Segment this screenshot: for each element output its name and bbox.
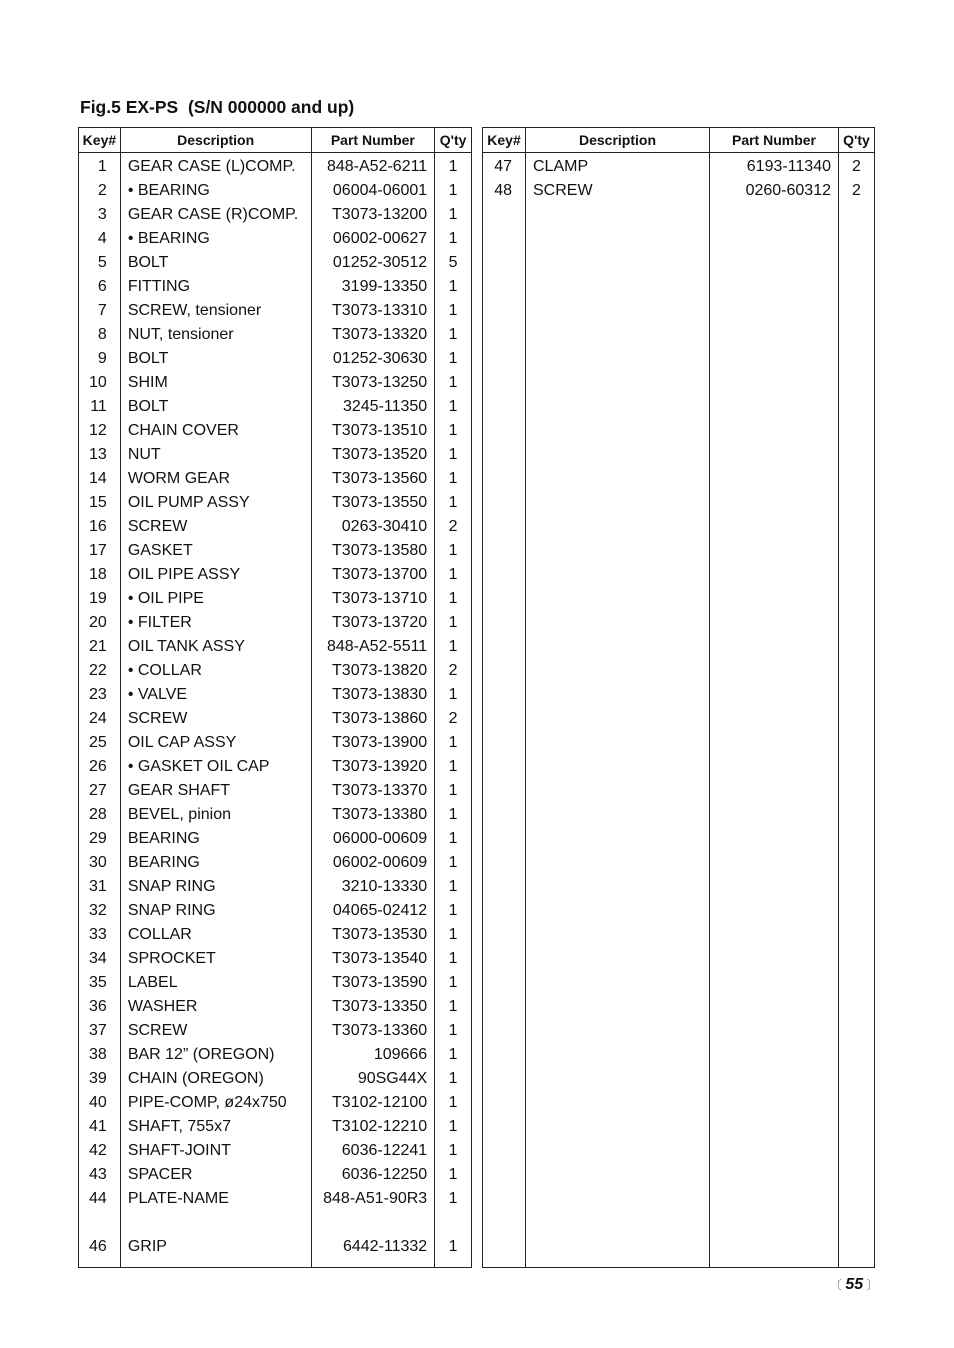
key-cell: 19 bbox=[79, 587, 121, 611]
part-number-cell: 6036-12250 bbox=[311, 1163, 435, 1187]
key-cell: 21 bbox=[79, 635, 121, 659]
qty-cell: 1 bbox=[435, 299, 472, 323]
table-row bbox=[79, 971, 472, 995]
part-number-cell: 0263-30410 bbox=[311, 515, 435, 539]
description-cell: • BEARING bbox=[120, 227, 311, 251]
table-row bbox=[79, 179, 472, 203]
description-cell: GEAR SHAFT bbox=[120, 779, 311, 803]
key-cell: 10 bbox=[79, 371, 121, 395]
description-cell: SPACER bbox=[120, 1163, 311, 1187]
table-row bbox=[79, 227, 472, 251]
table-row bbox=[79, 995, 472, 1019]
header-qty: Q'ty bbox=[435, 128, 472, 153]
key-cell: 26 bbox=[79, 755, 121, 779]
table-row bbox=[79, 827, 472, 851]
key-cell: 46 bbox=[79, 1235, 121, 1259]
description-cell: • BEARING bbox=[120, 179, 311, 203]
qty-cell: 1 bbox=[435, 179, 472, 203]
header-part-number: Part Number bbox=[710, 128, 839, 153]
description-cell: GEAR CASE (L)COMP. bbox=[120, 153, 311, 180]
key-cell: 35 bbox=[79, 971, 121, 995]
table-row bbox=[79, 779, 472, 803]
part-number-cell: 3199-13350 bbox=[311, 275, 435, 299]
qty-cell: 1 bbox=[435, 227, 472, 251]
key-cell: 34 bbox=[79, 947, 121, 971]
qty-cell: 5 bbox=[435, 251, 472, 275]
key-cell: 8 bbox=[79, 323, 121, 347]
qty-cell: 1 bbox=[435, 1019, 472, 1043]
table-row bbox=[79, 275, 472, 299]
table-row bbox=[79, 1187, 472, 1211]
part-number-cell: 6036-12241 bbox=[311, 1139, 435, 1163]
part-number-cell: 0260-60312 bbox=[710, 179, 839, 203]
key-cell: 42 bbox=[79, 1139, 121, 1163]
key-cell: 6 bbox=[79, 275, 121, 299]
key-cell: 43 bbox=[79, 1163, 121, 1187]
table-row bbox=[79, 1211, 472, 1235]
qty-cell: 1 bbox=[435, 827, 472, 851]
qty-cell: 1 bbox=[435, 947, 472, 971]
description-cell: LABEL bbox=[120, 971, 311, 995]
qty-cell: 1 bbox=[435, 539, 472, 563]
key-cell: 22 bbox=[79, 659, 121, 683]
qty-cell: 1 bbox=[435, 635, 472, 659]
table-row bbox=[79, 947, 472, 971]
table-row bbox=[79, 467, 472, 491]
part-number-cell: T3073-13700 bbox=[311, 563, 435, 587]
description-cell: NUT bbox=[120, 443, 311, 467]
part-number-cell: T3073-13370 bbox=[311, 779, 435, 803]
description-cell: • FILTER bbox=[120, 611, 311, 635]
description-cell: FITTING bbox=[120, 275, 311, 299]
key-cell: 14 bbox=[79, 467, 121, 491]
key-cell: 15 bbox=[79, 491, 121, 515]
key-cell: 48 bbox=[483, 179, 526, 203]
table-row bbox=[79, 1139, 472, 1163]
part-number-cell: T3073-13580 bbox=[311, 539, 435, 563]
qty-cell: 1 bbox=[435, 971, 472, 995]
header-description: Description bbox=[120, 128, 311, 153]
part-number-cell: T3073-13250 bbox=[311, 371, 435, 395]
empty-cell bbox=[311, 1259, 435, 1268]
part-number-cell: 04065-02412 bbox=[311, 899, 435, 923]
key-cell: 11 bbox=[79, 395, 121, 419]
part-number-cell: 848-A51-90R3 bbox=[311, 1187, 435, 1211]
qty-cell: 1 bbox=[435, 803, 472, 827]
description-cell: PIPE-COMP, ø24x750 bbox=[120, 1091, 311, 1115]
description-cell: OIL PIPE ASSY bbox=[120, 563, 311, 587]
part-number-cell: 848-A52-5511 bbox=[311, 635, 435, 659]
description-cell: GEAR CASE (R)COMP. bbox=[120, 203, 311, 227]
qty-cell: 1 bbox=[435, 1067, 472, 1091]
description-cell: SHAFT-JOINT bbox=[120, 1139, 311, 1163]
description-cell: OIL CAP ASSY bbox=[120, 731, 311, 755]
qty-cell: 1 bbox=[435, 275, 472, 299]
key-cell: 17 bbox=[79, 539, 121, 563]
key-cell: 12 bbox=[79, 419, 121, 443]
header-key: Key# bbox=[483, 128, 526, 153]
description-cell: SCREW bbox=[120, 707, 311, 731]
part-number-cell: 06002-00627 bbox=[311, 227, 435, 251]
qty-cell: 2 bbox=[435, 515, 472, 539]
key-cell: 32 bbox=[79, 899, 121, 923]
table-row bbox=[79, 395, 472, 419]
qty-cell: 1 bbox=[435, 153, 472, 180]
description-cell: SHAFT, 755x7 bbox=[120, 1115, 311, 1139]
description-cell: BEVEL, pinion bbox=[120, 803, 311, 827]
table-row bbox=[79, 635, 472, 659]
header-qty: Q'ty bbox=[839, 128, 875, 153]
part-number-cell: T3073-13590 bbox=[311, 971, 435, 995]
qty-cell: 1 bbox=[435, 467, 472, 491]
table-row bbox=[79, 251, 472, 275]
qty-cell: 1 bbox=[435, 611, 472, 635]
part-number-cell: T3073-13900 bbox=[311, 731, 435, 755]
part-number-cell: T3073-13200 bbox=[311, 203, 435, 227]
qty-cell: 1 bbox=[435, 779, 472, 803]
qty-cell: 1 bbox=[435, 203, 472, 227]
qty-cell: 1 bbox=[435, 995, 472, 1019]
qty-cell: 1 bbox=[435, 1235, 472, 1259]
qty-cell: 1 bbox=[435, 323, 472, 347]
parts-table-left bbox=[78, 127, 472, 1268]
table-row bbox=[79, 515, 472, 539]
empty-cell bbox=[120, 1259, 311, 1268]
table-row bbox=[79, 1235, 472, 1259]
table-row bbox=[79, 371, 472, 395]
description-cell: SCREW bbox=[120, 515, 311, 539]
key-cell: 16 bbox=[79, 515, 121, 539]
qty-cell: 1 bbox=[435, 491, 472, 515]
description-cell: • OIL PIPE bbox=[120, 587, 311, 611]
part-number-cell: T3073-13540 bbox=[311, 947, 435, 971]
description-cell: SCREW bbox=[526, 179, 710, 203]
part-number-cell: T3073-13920 bbox=[311, 755, 435, 779]
key-cell: 25 bbox=[79, 731, 121, 755]
qty-cell: 1 bbox=[435, 683, 472, 707]
table-row bbox=[79, 731, 472, 755]
key-cell: 3 bbox=[79, 203, 121, 227]
description-cell: PLATE-NAME bbox=[120, 1187, 311, 1211]
table-row bbox=[79, 659, 472, 683]
key-cell: 28 bbox=[79, 803, 121, 827]
description-cell: WASHER bbox=[120, 995, 311, 1019]
part-number-cell: 848-A52-6211 bbox=[311, 153, 435, 180]
key-cell: 20 bbox=[79, 611, 121, 635]
part-number-cell: T3073-13520 bbox=[311, 443, 435, 467]
key-cell: 4 bbox=[79, 227, 121, 251]
key-cell: 38 bbox=[79, 1043, 121, 1067]
qty-cell: 1 bbox=[435, 371, 472, 395]
description-cell: BOLT bbox=[120, 251, 311, 275]
part-number-cell: T3102-12100 bbox=[311, 1091, 435, 1115]
qty-cell bbox=[435, 1211, 472, 1235]
description-cell: • GASKET OIL CAP bbox=[120, 755, 311, 779]
table-row bbox=[79, 587, 472, 611]
table-row bbox=[79, 1091, 472, 1115]
table-row bbox=[79, 323, 472, 347]
figure-title: Fig.5 EX-PS (S/N 000000 and up) bbox=[80, 97, 355, 117]
part-number-cell: 06000-00609 bbox=[311, 827, 435, 851]
qty-cell: 1 bbox=[435, 875, 472, 899]
part-number-cell: T3073-13530 bbox=[311, 923, 435, 947]
description-cell: SCREW, tensioner bbox=[120, 299, 311, 323]
qty-cell: 1 bbox=[435, 395, 472, 419]
part-number-cell: 01252-30630 bbox=[311, 347, 435, 371]
key-cell: 37 bbox=[79, 1019, 121, 1043]
table-row bbox=[79, 203, 472, 227]
qty-cell: 1 bbox=[435, 587, 472, 611]
table-row bbox=[79, 707, 472, 731]
description-cell: CHAIN COVER bbox=[120, 419, 311, 443]
qty-cell: 1 bbox=[435, 563, 472, 587]
description-cell: SNAP RING bbox=[120, 875, 311, 899]
table-header-row bbox=[79, 128, 472, 153]
part-number-cell: 3210-13330 bbox=[311, 875, 435, 899]
key-cell: 1 bbox=[79, 153, 121, 180]
key-cell: 47 bbox=[483, 153, 526, 180]
header-part-number: Part Number bbox=[311, 128, 435, 153]
key-cell: 5 bbox=[79, 251, 121, 275]
table-row bbox=[79, 347, 472, 371]
header-description: Description bbox=[526, 128, 710, 153]
qty-cell: 1 bbox=[435, 1115, 472, 1139]
description-cell: GASKET bbox=[120, 539, 311, 563]
key-cell: 36 bbox=[79, 995, 121, 1019]
key-cell: 7 bbox=[79, 299, 121, 323]
part-number-cell: T3073-13710 bbox=[311, 587, 435, 611]
description-cell: SCREW bbox=[120, 1019, 311, 1043]
qty-cell: 1 bbox=[435, 1139, 472, 1163]
table-row bbox=[79, 803, 472, 827]
qty-cell: 1 bbox=[435, 1043, 472, 1067]
key-cell: 41 bbox=[79, 1115, 121, 1139]
description-cell: • COLLAR bbox=[120, 659, 311, 683]
description-cell: SHIM bbox=[120, 371, 311, 395]
part-number-cell: T3073-13720 bbox=[311, 611, 435, 635]
qty-cell: 1 bbox=[435, 731, 472, 755]
part-number-cell: T3073-13560 bbox=[311, 467, 435, 491]
key-cell: 23 bbox=[79, 683, 121, 707]
part-number-cell: 06004-06001 bbox=[311, 179, 435, 203]
part-number-cell: 90SG44X bbox=[311, 1067, 435, 1091]
part-number-cell: T3073-13820 bbox=[311, 659, 435, 683]
description-cell: NUT, tensioner bbox=[120, 323, 311, 347]
description-cell: BOLT bbox=[120, 395, 311, 419]
part-number-cell: 06002-00609 bbox=[311, 851, 435, 875]
empty-cell bbox=[435, 1259, 472, 1268]
description-cell: BEARING bbox=[120, 851, 311, 875]
qty-cell: 1 bbox=[435, 1091, 472, 1115]
table-row bbox=[79, 1067, 472, 1091]
qty-cell: 1 bbox=[435, 755, 472, 779]
page-number-value: 55 bbox=[845, 1276, 864, 1293]
description-cell bbox=[120, 1211, 311, 1235]
key-cell: 40 bbox=[79, 1091, 121, 1115]
table-row bbox=[79, 1043, 472, 1067]
table-row bbox=[79, 851, 472, 875]
table-row bbox=[79, 683, 472, 707]
empty-cell bbox=[839, 203, 875, 1268]
empty-cell bbox=[79, 1259, 121, 1268]
header-key: Key# bbox=[79, 128, 121, 153]
qty-cell: 2 bbox=[435, 659, 472, 683]
part-number-cell: T3073-13350 bbox=[311, 995, 435, 1019]
qty-cell: 2 bbox=[435, 707, 472, 731]
empty-cell bbox=[526, 203, 710, 1268]
table-row bbox=[483, 153, 875, 180]
table-header-row bbox=[483, 128, 875, 153]
description-cell: COLLAR bbox=[120, 923, 311, 947]
table-row bbox=[79, 443, 472, 467]
key-cell: 27 bbox=[79, 779, 121, 803]
table-row bbox=[79, 563, 472, 587]
description-cell: • VALVE bbox=[120, 683, 311, 707]
empty-cell bbox=[483, 203, 526, 1268]
table-row bbox=[79, 875, 472, 899]
key-cell: 44 bbox=[79, 1187, 121, 1211]
parts-table-left-body bbox=[79, 153, 472, 1268]
key-cell: 39 bbox=[79, 1067, 121, 1091]
part-number-cell: T3073-13510 bbox=[311, 419, 435, 443]
page-number: 〔 55 〕 bbox=[830, 1276, 879, 1293]
description-cell: GRIP bbox=[120, 1235, 311, 1259]
table-filler-row bbox=[79, 1259, 472, 1268]
table-row bbox=[79, 1115, 472, 1139]
part-number-cell: T3073-13550 bbox=[311, 491, 435, 515]
description-cell: CHAIN (OREGON) bbox=[120, 1067, 311, 1091]
description-cell: BAR 12” (OREGON) bbox=[120, 1043, 311, 1067]
table-row bbox=[79, 611, 472, 635]
qty-cell: 2 bbox=[839, 153, 875, 180]
part-number-cell: T3073-13360 bbox=[311, 1019, 435, 1043]
description-cell: SPROCKET bbox=[120, 947, 311, 971]
key-cell: 18 bbox=[79, 563, 121, 587]
qty-cell: 1 bbox=[435, 923, 472, 947]
table-row bbox=[79, 299, 472, 323]
part-number-cell bbox=[311, 1211, 435, 1235]
qty-cell: 1 bbox=[435, 419, 472, 443]
description-cell: OIL PUMP ASSY bbox=[120, 491, 311, 515]
qty-cell: 1 bbox=[435, 1163, 472, 1187]
part-number-cell: T3073-13860 bbox=[311, 707, 435, 731]
key-cell: 9 bbox=[79, 347, 121, 371]
key-cell: 29 bbox=[79, 827, 121, 851]
part-number-cell: 3245-11350 bbox=[311, 395, 435, 419]
qty-cell: 1 bbox=[435, 443, 472, 467]
table-row bbox=[79, 491, 472, 515]
key-cell: 30 bbox=[79, 851, 121, 875]
table-row bbox=[79, 153, 472, 180]
table-row bbox=[79, 1163, 472, 1187]
part-number-cell: T3102-12210 bbox=[311, 1115, 435, 1139]
qty-cell: 1 bbox=[435, 1187, 472, 1211]
table-row bbox=[79, 419, 472, 443]
description-cell: BOLT bbox=[120, 347, 311, 371]
description-cell: BEARING bbox=[120, 827, 311, 851]
qty-cell: 1 bbox=[435, 851, 472, 875]
description-cell: SNAP RING bbox=[120, 899, 311, 923]
table-row bbox=[79, 539, 472, 563]
key-cell: 33 bbox=[79, 923, 121, 947]
part-number-cell: 6442-11332 bbox=[311, 1235, 435, 1259]
qty-cell: 1 bbox=[435, 899, 472, 923]
parts-table-right bbox=[482, 127, 875, 1268]
key-cell: 2 bbox=[79, 179, 121, 203]
part-number-cell: T3073-13380 bbox=[311, 803, 435, 827]
parts-table-right-body bbox=[483, 153, 875, 1268]
part-number-cell: 109666 bbox=[311, 1043, 435, 1067]
qty-cell: 2 bbox=[839, 179, 875, 203]
key-cell: 13 bbox=[79, 443, 121, 467]
qty-cell: 1 bbox=[435, 347, 472, 371]
table-row bbox=[79, 755, 472, 779]
key-cell bbox=[79, 1211, 121, 1235]
table-row bbox=[79, 899, 472, 923]
table-row bbox=[79, 923, 472, 947]
part-number-cell: 01252-30512 bbox=[311, 251, 435, 275]
table-row bbox=[79, 1019, 472, 1043]
description-cell: OIL TANK ASSY bbox=[120, 635, 311, 659]
table-row bbox=[483, 179, 875, 203]
empty-cell bbox=[710, 203, 839, 1268]
part-number-cell: T3073-13320 bbox=[311, 323, 435, 347]
part-number-cell: 6193-11340 bbox=[710, 153, 839, 180]
key-cell: 31 bbox=[79, 875, 121, 899]
table-filler-row bbox=[483, 203, 875, 1268]
description-cell: CLAMP bbox=[526, 153, 710, 180]
description-cell: WORM GEAR bbox=[120, 467, 311, 491]
key-cell: 24 bbox=[79, 707, 121, 731]
part-number-cell: T3073-13830 bbox=[311, 683, 435, 707]
part-number-cell: T3073-13310 bbox=[311, 299, 435, 323]
